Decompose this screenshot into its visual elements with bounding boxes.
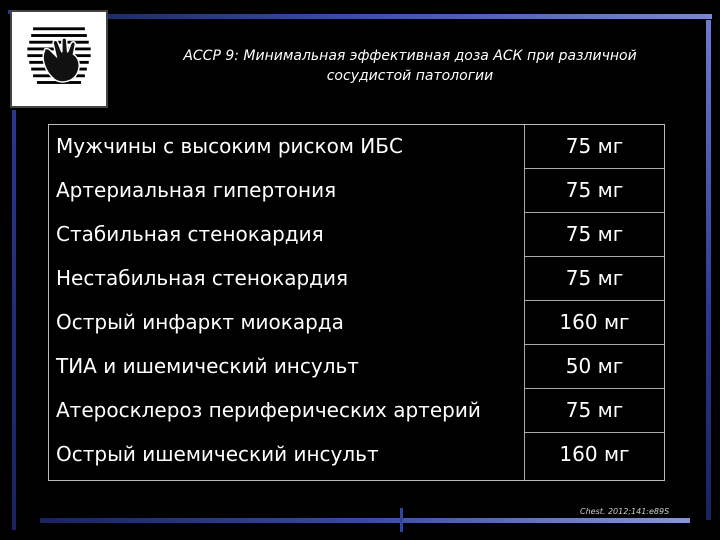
decorative-stripe-right [706,20,711,520]
decorative-stripe-top [100,14,712,19]
table-row [49,389,664,433]
dose-table [48,124,665,481]
condition-cell: Мужчины с высоким риском ИБС [56,134,403,158]
dose-cell: 50 мг [565,354,624,378]
dose-cell: 160 мг [559,310,630,334]
condition-cell: ТИА и ишемический инсульт [56,354,359,378]
condition-cell: Острый инфаркт миокарда [56,310,344,334]
dose-cell: 160 мг [559,442,630,466]
table-row [49,169,664,213]
decorative-stripe-bottom [40,518,690,523]
organization-logo-icon [10,10,108,108]
condition-cell: Нестабильная стенокардия [56,266,349,290]
source-citation: Chest. 2012;141:e89S [580,507,670,516]
decorative-stripe-left [12,110,16,530]
slide-title-line-1: ACCP 9: Минимальная эффективная доза АСК при различной [183,48,637,64]
condition-cell: Стабильная стенокардия [56,222,324,246]
table-row [49,213,664,257]
table-row [49,301,664,345]
dose-cell: 75 мг [565,266,624,290]
condition-cell: Артериальная гипертония [56,178,337,202]
dose-cell: 75 мг [565,178,624,202]
condition-cell: Атеросклероз периферических артерий [56,398,481,422]
slide-title [150,46,670,86]
table-row [49,257,664,301]
dose-cell: 75 мг [565,134,624,158]
decorative-stripe-bottom-tick [400,508,403,532]
slide-title-line-2: сосудистой патологии [326,68,494,84]
table-row [49,433,664,477]
dose-cell: 75 мг [565,398,624,422]
table-row [49,125,664,169]
condition-cell: Острый ишемический инсульт [56,442,379,466]
dose-cell: 75 мг [565,222,624,246]
table-row [49,345,664,389]
